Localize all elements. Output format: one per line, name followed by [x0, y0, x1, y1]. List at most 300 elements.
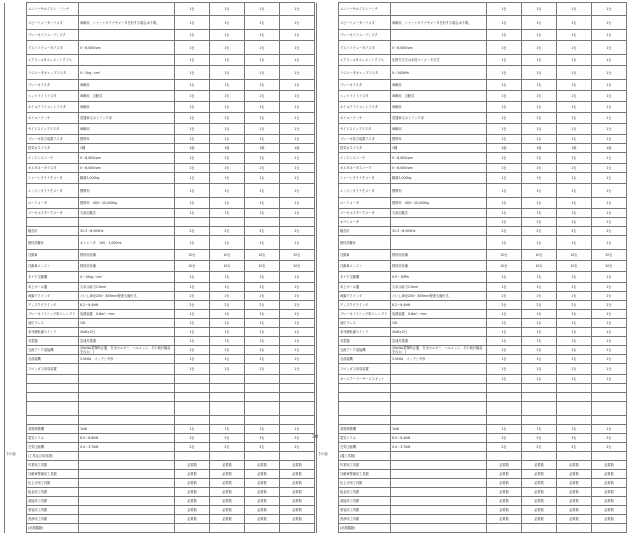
count-cell: 1台	[245, 66, 280, 80]
item-name-cell: 作業用工具類	[339, 461, 391, 470]
count-cell	[522, 402, 557, 416]
category-cell	[317, 144, 339, 153]
category-cell	[317, 310, 339, 319]
spec-cell: 携帯用	[79, 135, 175, 144]
count-cell: 1台	[557, 184, 592, 198]
item-name-cell: ホイルアライメントテスタ	[27, 102, 79, 113]
count-cell: 2台	[210, 443, 245, 452]
spec-cell: 急速充電器	[391, 337, 487, 346]
count-cell: 1台	[557, 66, 592, 80]
count-cell: 1台	[245, 135, 280, 144]
count-cell: 1台	[592, 41, 627, 55]
table-row	[5, 236, 315, 250]
spec-cell	[391, 497, 487, 506]
spec-cell: 20kVA(電撃防止器、安全ホルダー、ヘルメット、その他付属品を含む。)	[391, 346, 487, 355]
spec-cell: 普通車又はトラック用	[79, 113, 175, 124]
category-cell	[5, 479, 27, 488]
category-cell	[317, 461, 339, 470]
count-cell: 1台	[557, 164, 592, 173]
category-cell	[317, 164, 339, 173]
count-cell: 1台	[245, 16, 280, 30]
count-cell: 2台	[557, 443, 592, 452]
table-row	[317, 184, 627, 198]
item-name-cell: ホイルバランサ	[339, 113, 391, 124]
equipment-table-right	[316, 2, 627, 533]
spec-cell: 教材用各種	[391, 261, 487, 272]
category-cell	[5, 91, 27, 102]
page-number: 30	[311, 434, 319, 440]
spec-cell: 処理装置 0.8m³／min	[79, 310, 175, 319]
count-cell: 1台	[557, 236, 592, 250]
item-name-cell: タイヤ交換機	[339, 272, 391, 283]
count-cell: 1台	[522, 328, 557, 337]
category-cell	[317, 91, 339, 102]
count-cell: 20台	[592, 261, 627, 272]
table-row	[317, 124, 627, 135]
count-cell	[557, 393, 592, 402]
table-row	[317, 497, 627, 506]
category-cell	[5, 250, 27, 261]
count-cell: 1台	[280, 355, 315, 364]
count-cell	[522, 416, 557, 425]
category-cell	[5, 346, 27, 355]
category-cell	[5, 135, 27, 144]
count-cell: 必要数	[280, 479, 315, 488]
count-cell: 1台	[245, 113, 280, 124]
count-cell: 3台	[210, 434, 245, 443]
category-cell	[5, 488, 27, 497]
category-cell	[5, 41, 27, 55]
table-row	[317, 227, 627, 236]
count-cell	[210, 524, 245, 533]
count-cell: 1台	[175, 91, 210, 102]
spec-cell	[79, 393, 175, 402]
count-cell: 1組	[522, 144, 557, 153]
table-row	[5, 16, 315, 30]
item-name-cell: ホイルアライメントテスタ	[339, 102, 391, 113]
item-name-cell: (計測器類)	[27, 524, 79, 533]
table-row	[5, 113, 315, 124]
category-cell	[317, 272, 339, 283]
spec-cell: 急速充電器	[79, 337, 175, 346]
table-row	[317, 209, 627, 218]
table-row	[5, 506, 315, 515]
spec-cell	[79, 402, 175, 416]
count-cell: 1台	[245, 364, 280, 375]
count-cell: 1台	[280, 66, 315, 80]
category-cell	[317, 261, 339, 272]
spec-cell: 0～2kg／cm²	[79, 66, 175, 80]
table-row	[317, 218, 627, 227]
count-cell: 1台	[522, 102, 557, 113]
item-name-cell: スピードメーターテスタ	[27, 16, 79, 30]
category-cell	[5, 153, 27, 164]
count-cell	[175, 452, 210, 461]
count-cell: 1台	[210, 209, 245, 218]
spec-cell: 当該記載式	[391, 209, 487, 218]
category-cell	[317, 113, 339, 124]
count-cell: 1台	[522, 135, 557, 144]
count-cell: 1台	[522, 30, 557, 41]
count-cell: 1台	[280, 198, 315, 209]
count-cell: 1台	[280, 164, 315, 173]
count-cell: 必要数	[210, 497, 245, 506]
spec-cell: 0～8,000rpm	[79, 164, 175, 173]
count-cell: 20台	[280, 250, 315, 261]
count-cell: 1台	[175, 364, 210, 375]
table-row	[5, 461, 315, 470]
count-cell	[245, 452, 280, 461]
item-name-cell: 交流アーク溶接機	[27, 346, 79, 355]
count-cell: 必要数	[245, 497, 280, 506]
item-name-cell: (工具及び用具類)	[27, 452, 79, 461]
count-cell	[592, 393, 627, 402]
item-name-cell: ディスクグラインダ	[339, 301, 391, 310]
count-cell: 1台	[280, 319, 315, 328]
count-cell: 1台	[557, 283, 592, 292]
count-cell: 10台	[210, 261, 245, 272]
category-cell	[5, 384, 27, 393]
category-cell	[317, 292, 339, 301]
count-cell: 1台	[592, 153, 627, 164]
item-name-cell: 自動車	[339, 250, 391, 261]
count-cell	[210, 402, 245, 416]
count-cell: 1台	[557, 135, 592, 144]
item-name-cell: エンジンダイナモメータ	[27, 184, 79, 198]
count-cell: 1台	[522, 364, 557, 375]
spec-cell: といし車径200～305mm程度も備付き。	[79, 292, 175, 301]
spec-cell	[391, 470, 487, 479]
count-cell: 1台	[557, 355, 592, 364]
count-cell: 1台	[557, 3, 592, 16]
category-cell	[317, 198, 339, 209]
table-row	[317, 80, 627, 91]
count-cell	[210, 375, 245, 384]
table-row	[317, 16, 627, 30]
item-name-cell: ユニバーサルテスト バンチ	[27, 3, 79, 16]
table-row	[317, 346, 627, 355]
item-name-cell: エアフィルタエレメントクラス	[27, 55, 79, 66]
count-cell	[280, 452, 315, 461]
category-cell	[317, 443, 339, 452]
category-cell	[317, 506, 339, 515]
item-name-cell: 点溶接機	[339, 355, 391, 364]
count-cell: 1台	[245, 283, 280, 292]
count-cell: 1台	[245, 425, 280, 434]
item-name-cell: 高型研磨機	[339, 425, 391, 434]
count-cell: 1台	[210, 425, 245, 434]
count-cell: 1台	[522, 55, 557, 66]
category-cell	[317, 364, 339, 375]
item-name-cell: 自動車整備用工具類	[339, 470, 391, 479]
count-cell: 必要数	[557, 479, 592, 488]
count-cell: 必要数	[522, 515, 557, 524]
count-cell: 1台	[210, 91, 245, 102]
item-name-cell: サイドスリップテスタ	[339, 124, 391, 135]
category-cell	[5, 292, 27, 301]
count-cell: 1台	[557, 153, 592, 164]
count-cell	[175, 402, 210, 416]
table-row	[5, 393, 315, 402]
item-name-cell: フロンガス回収装置	[27, 364, 79, 375]
count-cell: 1台	[175, 236, 210, 250]
count-cell: 1台	[557, 425, 592, 434]
category-cell	[5, 102, 27, 113]
table-row	[317, 198, 627, 209]
category-cell	[317, 135, 339, 144]
spec-cell	[79, 452, 175, 461]
count-cell: 1台	[245, 337, 280, 346]
spec-cell	[79, 30, 175, 41]
spec-cell: 車軸用、シャーシダイナモメータを有する場合は不要。	[79, 16, 175, 30]
category-cell	[317, 218, 339, 227]
spec-cell	[391, 402, 487, 416]
count-cell: 1台	[487, 364, 522, 375]
category-cell	[5, 184, 27, 198]
table-row	[5, 497, 315, 506]
count-cell: 1台	[280, 41, 315, 55]
item-name-cell: 電気ドリル	[27, 434, 79, 443]
table-row	[5, 301, 315, 310]
count-cell: 1台	[280, 91, 315, 102]
count-cell: 1台	[522, 218, 557, 227]
count-cell: 1台	[175, 337, 210, 346]
count-cell: 1組	[592, 144, 627, 153]
count-cell: 1台	[210, 337, 245, 346]
spec-cell: 1種	[391, 144, 487, 153]
count-cell: 1台	[522, 425, 557, 434]
spec-cell: 1kW	[391, 425, 487, 434]
count-cell: 必要数	[280, 515, 315, 524]
table-row	[317, 402, 627, 416]
count-cell: 1台	[522, 209, 557, 218]
spec-cell: 車軸用	[391, 124, 487, 135]
count-cell: 必要数	[245, 470, 280, 479]
count-cell: 1台	[487, 346, 522, 355]
spec-cell: 3.5kVA、コンデンサ形	[391, 355, 487, 364]
count-cell: 1台	[557, 55, 592, 66]
spec-cell	[79, 384, 175, 393]
count-cell: 1台	[280, 102, 315, 113]
table-row	[317, 135, 627, 144]
item-name-cell: ホイルバランサ	[27, 113, 79, 124]
count-cell: 1台	[592, 346, 627, 355]
count-cell: 1台	[487, 319, 522, 328]
item-name-cell: ラジエータキャップテスタ	[27, 66, 79, 80]
count-cell: 1台	[210, 153, 245, 164]
spec-cell: 31.5～8,000Hz	[391, 227, 487, 236]
count-cell: 1台	[280, 209, 315, 218]
count-cell: 1台	[280, 283, 315, 292]
count-cell: 1組	[210, 144, 245, 153]
count-cell: 10台	[245, 261, 280, 272]
count-cell: 必要数	[175, 497, 210, 506]
count-cell: 1台	[487, 375, 522, 384]
count-cell: 10台	[245, 250, 280, 261]
count-cell	[557, 384, 592, 393]
count-cell: 1台	[522, 164, 557, 173]
item-name-cell: 塗装用工具類	[27, 506, 79, 515]
count-cell: 1台	[245, 198, 280, 209]
category-cell	[317, 80, 339, 91]
count-cell: 1台	[280, 364, 315, 375]
count-cell: 必要数	[487, 461, 522, 470]
count-cell: 2台	[210, 301, 245, 310]
count-cell: 1台	[522, 3, 557, 16]
count-cell: 1台	[487, 30, 522, 41]
table-row	[317, 452, 627, 461]
count-cell: 1台	[522, 346, 557, 355]
spec-cell: オシレータ 100、1,000ml	[79, 236, 175, 250]
category-cell	[5, 328, 27, 337]
table-row	[317, 470, 627, 479]
count-cell: 必要数	[557, 497, 592, 506]
table-row	[5, 218, 315, 227]
item-name-cell: ラジエータキャップテスタ	[339, 66, 391, 80]
item-name-cell: シャーシダイナモメータ	[339, 173, 391, 184]
count-cell: 1組	[245, 144, 280, 153]
count-cell: 1台	[592, 91, 627, 102]
count-cell: 1組	[557, 144, 592, 153]
count-cell: 2台	[592, 443, 627, 452]
table-row	[5, 283, 315, 292]
spec-cell: 0～8,000rpm	[391, 164, 487, 173]
count-cell: 1台	[522, 310, 557, 319]
count-cell: 1台	[522, 173, 557, 184]
count-cell: 1台	[210, 310, 245, 319]
item-name-cell	[339, 384, 391, 393]
count-cell: 必要数	[592, 515, 627, 524]
count-cell: 1台	[487, 113, 522, 124]
count-cell: 20台	[280, 261, 315, 272]
count-cell: 必要数	[487, 479, 522, 488]
count-cell: 1台	[557, 113, 592, 124]
item-name-cell: 自動車エンジン	[339, 261, 391, 272]
count-cell: 1台	[557, 41, 592, 55]
count-cell: 1台	[280, 135, 315, 144]
spec-cell: 0～8,000rpm	[391, 41, 487, 55]
item-name-cell: ブレーキ倍力装置テスタ	[27, 135, 79, 144]
count-cell: 1台	[175, 173, 210, 184]
count-cell: 1台	[522, 283, 557, 292]
count-cell: 1台	[557, 272, 592, 283]
count-cell: 1台	[175, 328, 210, 337]
count-cell: 1台	[245, 124, 280, 135]
count-cell: 1台	[210, 184, 245, 198]
count-cell: 1台	[245, 236, 280, 250]
count-cell	[175, 384, 210, 393]
count-cell	[245, 218, 280, 227]
count-cell: 2台	[280, 227, 315, 236]
count-cell: 1台	[592, 198, 627, 209]
count-cell: 1台	[487, 173, 522, 184]
table-row	[5, 416, 315, 425]
table-row	[5, 470, 315, 479]
count-cell: 1台	[175, 355, 210, 364]
count-cell	[210, 452, 245, 461]
count-cell: 1台	[175, 425, 210, 434]
table-row	[317, 461, 627, 470]
count-cell: 1台	[210, 135, 245, 144]
count-cell: 1台	[487, 236, 522, 250]
count-cell: 1台	[592, 184, 627, 198]
table-row	[317, 310, 627, 319]
count-cell	[592, 524, 627, 533]
count-cell: 2台	[522, 227, 557, 236]
count-cell: 1台	[175, 30, 210, 41]
count-cell: 必要数	[175, 506, 210, 515]
count-cell: 3台	[557, 434, 592, 443]
spec-cell: 2kW×2台	[79, 328, 175, 337]
category-cell	[317, 283, 339, 292]
spec-cell	[391, 218, 487, 227]
count-cell: 1台	[557, 337, 592, 346]
count-cell: 1台	[592, 80, 627, 91]
spec-cell	[79, 375, 175, 384]
count-cell: 1台	[487, 337, 522, 346]
count-cell: 必要数	[522, 470, 557, 479]
table-row	[5, 30, 315, 41]
table-row	[317, 506, 627, 515]
count-cell: 1台	[557, 80, 592, 91]
count-cell: 1台	[487, 3, 522, 16]
count-cell: 10台	[557, 250, 592, 261]
spec-cell	[391, 393, 487, 402]
count-cell: 1台	[280, 3, 315, 16]
table-row	[5, 198, 315, 209]
count-cell	[522, 393, 557, 402]
count-cell	[487, 416, 522, 425]
table-row	[5, 488, 315, 497]
item-name-cell: 油圧プレス	[27, 319, 79, 328]
count-cell: 1台	[210, 319, 245, 328]
category-cell	[317, 236, 339, 250]
count-cell: 1組	[487, 144, 522, 153]
category-cell	[5, 425, 27, 434]
table-row	[5, 375, 315, 384]
item-name-cell: (器工具類)	[339, 452, 391, 461]
count-cell: 1台	[522, 66, 557, 80]
count-cell: 2台	[522, 443, 557, 452]
spec-cell: 車軸用、シャーシダイナモメータを有する場合は不要。	[391, 16, 487, 30]
count-cell: 1台	[280, 236, 315, 250]
count-cell: 2台	[280, 443, 315, 452]
count-cell: 3台	[175, 434, 210, 443]
count-cell: 必要数	[175, 488, 210, 497]
spec-cell: 車軸用	[79, 124, 175, 135]
category-cell	[5, 218, 27, 227]
item-name-cell: 板金用工具類	[339, 488, 391, 497]
table-row	[317, 337, 627, 346]
table-row	[5, 66, 315, 80]
count-cell	[210, 218, 245, 227]
count-cell: 1台	[487, 328, 522, 337]
category-cell	[5, 198, 27, 209]
item-name-cell: オルタネータスコープ	[339, 164, 391, 173]
spec-cell	[79, 416, 175, 425]
category-cell	[317, 41, 339, 55]
count-cell: 必要数	[592, 506, 627, 515]
spec-cell: 比例方式又は水柱マノメータ方式	[391, 55, 487, 66]
table-row	[317, 3, 627, 16]
count-cell: 1台	[487, 91, 522, 102]
count-cell	[280, 416, 315, 425]
count-cell	[487, 524, 522, 533]
count-cell: 1台	[487, 198, 522, 209]
table-row	[317, 283, 627, 292]
table-row	[317, 30, 627, 41]
item-name-cell	[27, 402, 79, 416]
